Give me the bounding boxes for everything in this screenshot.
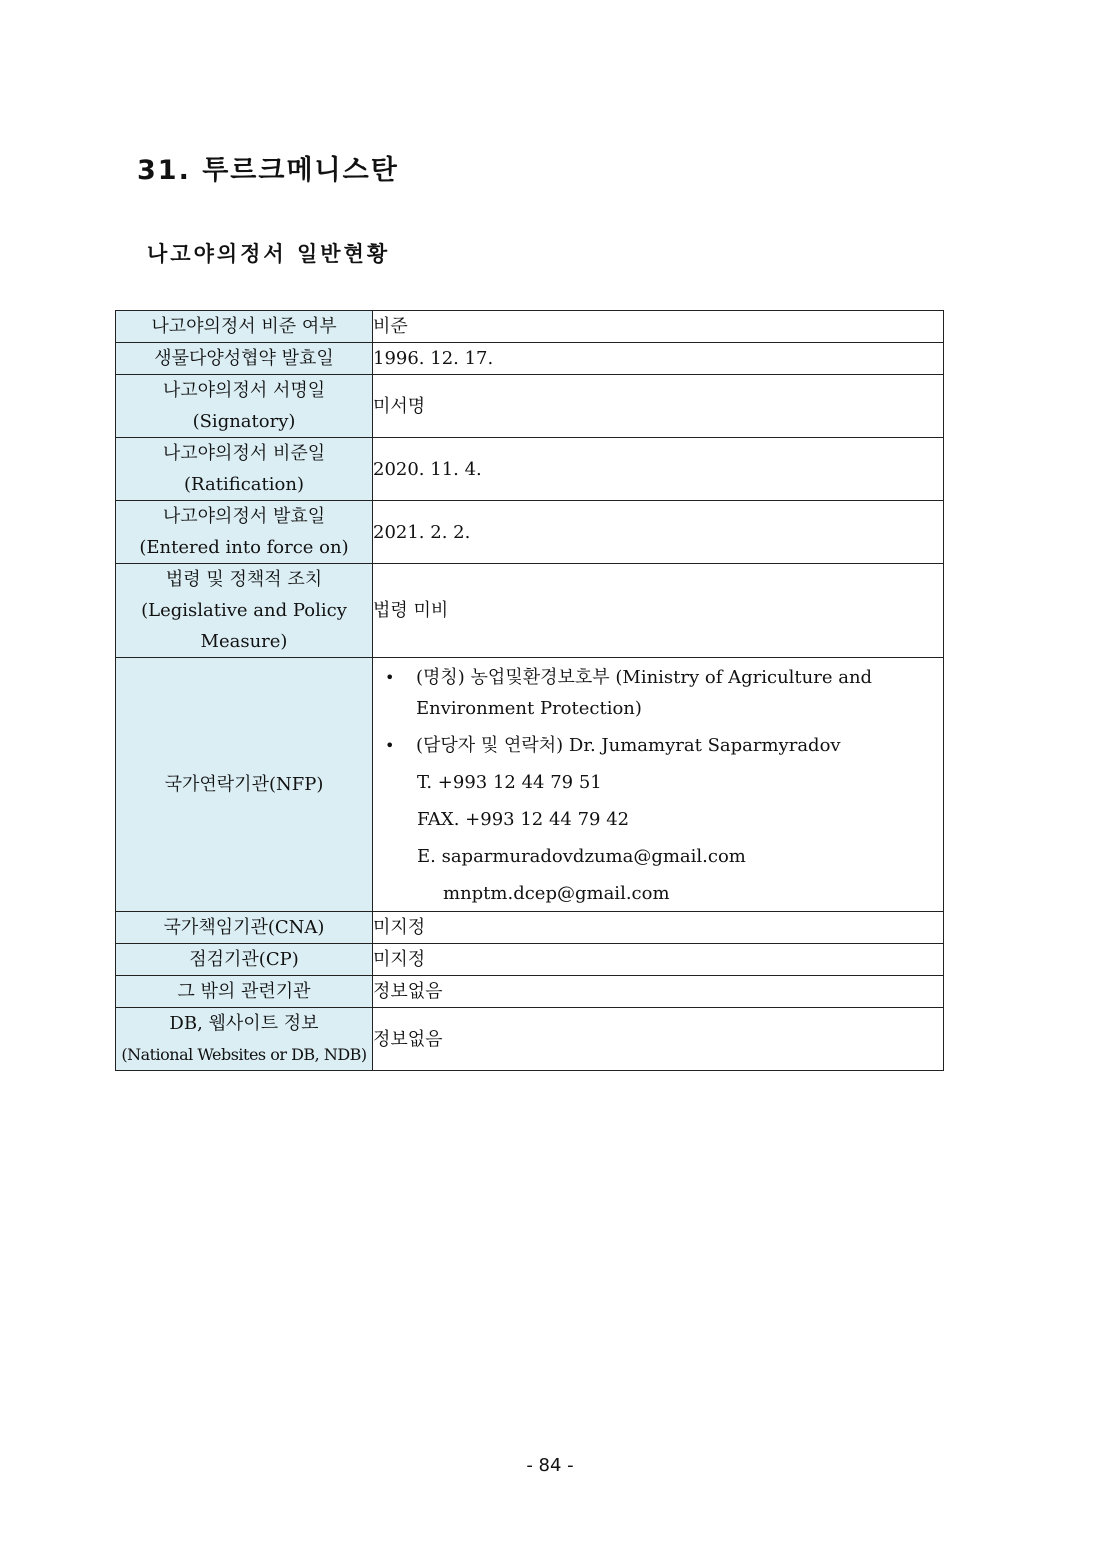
protocol-status-table (115, 310, 944, 1071)
row-value: 1996. 12. 17. (373, 343, 944, 375)
row-value: 정보없음 (373, 1008, 944, 1071)
row-value: 2021. 2. 2. (373, 501, 944, 564)
bullet-icon: • (385, 736, 395, 755)
row-value: 2020. 11. 4. (373, 438, 944, 501)
row-label: 나고야의정서 발효일 (Entered into force on) (116, 501, 373, 564)
row-label: 나고야의정서 비준 여부 (116, 311, 373, 343)
nfp-email-secondary: mnptm.dcep@gmail.com (443, 883, 670, 904)
row-label: 국가책임기관(CNA) (116, 912, 373, 944)
list-item: • (명칭) 농업및환경보호부 (Ministry of Agriculture and Environment Protection) (373, 662, 933, 724)
nfp-fax: FAX. +993 12 44 79 42 (417, 809, 630, 830)
row-label: 국가연락기관(NFP) (116, 658, 373, 912)
bullet-icon: • (385, 668, 395, 687)
row-label: 나고야의정서 서명일 (Signatory) (116, 375, 373, 438)
table-row (116, 343, 944, 375)
row-label: 그 밖의 관련기관 (116, 976, 373, 1008)
row-label: DB, 웹사이트 정보 (National Websites or DB, NDB) (116, 1008, 373, 1071)
list-item: • (담당자 및 연락처) Dr. Jumamyrat Saparmyradov (373, 730, 933, 761)
row-value: 미지정 (373, 912, 944, 944)
table-row (116, 944, 944, 976)
nfp-email: E. saparmuradovdzuma@gmail.com (417, 846, 746, 867)
table-row (116, 1008, 944, 1071)
row-value: 비준 (373, 311, 944, 343)
table-row (116, 564, 944, 658)
table-row (116, 912, 944, 944)
page-title: 31. 투르크메니스탄 (137, 155, 399, 186)
page-number: - 84 - (526, 1455, 574, 1476)
row-label: 법령 및 정책적 조치 (Legislative and Policy Measure) (116, 564, 373, 658)
table-row (116, 311, 944, 343)
table-row (116, 501, 944, 564)
table-row (116, 375, 944, 438)
row-value: 정보없음 (373, 976, 944, 1008)
row-value: 법령 미비 (373, 564, 944, 658)
table-row (116, 658, 944, 912)
section-title: 나고야의정서 일반현황 (147, 242, 391, 266)
row-label: 점검기관(CP) (116, 944, 373, 976)
row-label: 나고야의정서 비준일 (Ratification) (116, 438, 373, 501)
row-value: 미지정 (373, 944, 944, 976)
row-label: 생물다양성협약 발효일 (116, 343, 373, 375)
table-row (116, 976, 944, 1008)
table-row (116, 438, 944, 501)
nfp-details (373, 658, 944, 912)
nfp-tel: T. +993 12 44 79 51 (417, 772, 602, 793)
row-value: 미서명 (373, 375, 944, 438)
